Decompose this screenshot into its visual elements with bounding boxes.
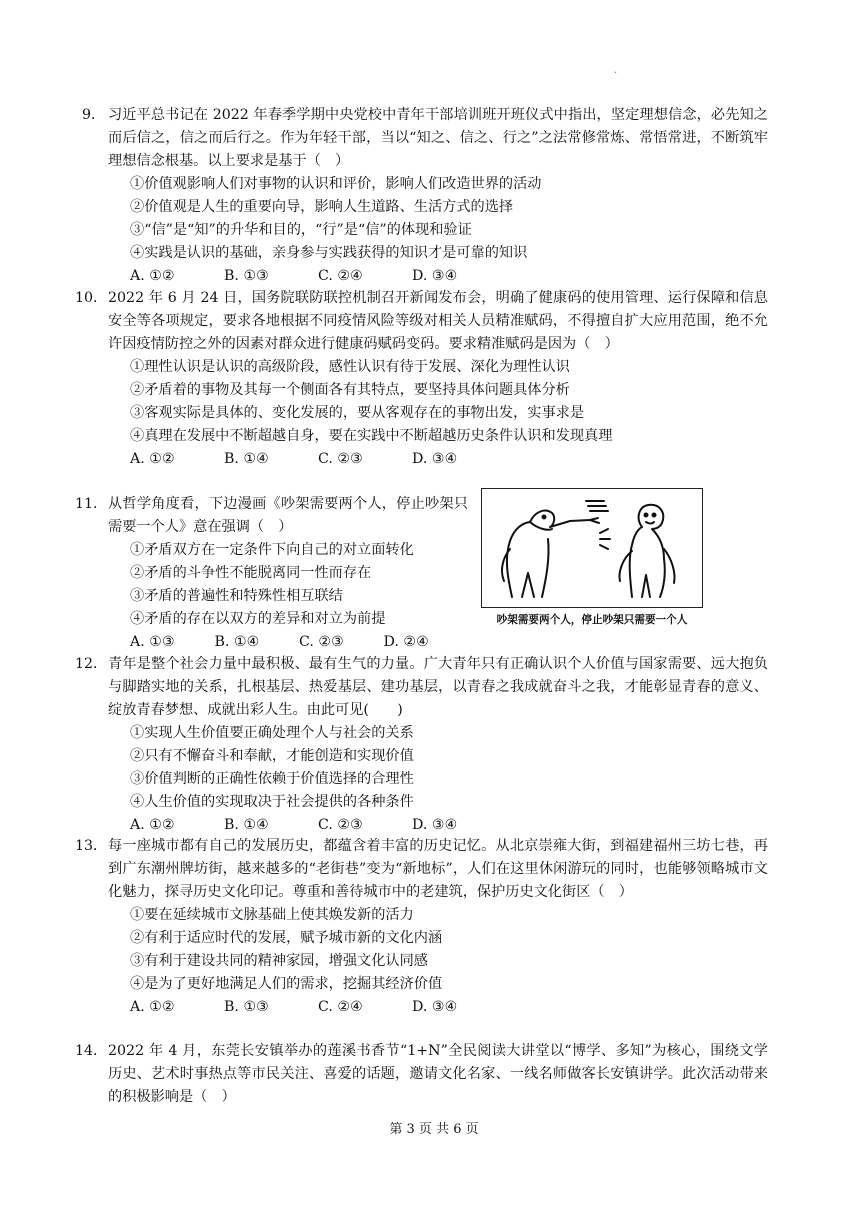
choice-a[interactable]: A. ①② bbox=[130, 999, 175, 1015]
choice-c[interactable]: C. ②④ bbox=[318, 999, 363, 1015]
option-1: ①实现人生价值要正确处理个人与社会的关系 bbox=[130, 725, 414, 741]
question-stem: 2022 年 4 月，东莞长安镇举办的莲溪书香节“1+N”全民阅读大讲堂以“博学、多知”为核心，围绕文学历史、艺术时事热点等市民关注、喜爱的话题，邀请文化名家、一线名师做客长安镇讲学。此次活动带来的积极影响是（ ） bbox=[108, 1043, 768, 1105]
cartoon-image bbox=[481, 488, 703, 608]
option-2: ②只有不懈奋斗和奉献，才能创造和实现价值 bbox=[130, 748, 414, 764]
option-3: ③有利于建设共同的精神家园，增强文化认同感 bbox=[130, 953, 428, 969]
choice-c[interactable]: C. ②④ bbox=[318, 268, 363, 284]
option-2: ②有利于适应时代的发展，赋予城市新的文化内涵 bbox=[130, 930, 443, 946]
answer-choices bbox=[108, 265, 768, 288]
choice-d[interactable]: D. ③④ bbox=[412, 999, 458, 1015]
choice-b[interactable]: B. ①③ bbox=[224, 999, 269, 1015]
option-1: ①理性认识是认识的高级阶段，感性认识有待于发展、深化为理性认识 bbox=[130, 359, 570, 375]
option-4: ④实践是认识的基础，亲身参与实践获得的知识才是可靠的知识 bbox=[130, 245, 528, 261]
choice-a[interactable]: A. ①② bbox=[130, 268, 175, 284]
question-number: 12． bbox=[75, 656, 108, 672]
question-number: 11． bbox=[75, 496, 108, 512]
page-footer: 第 3 页 共 6 页 bbox=[389, 1122, 479, 1137]
option-4: ④是为了更好地满足人们的需求，挖掘其经济价值 bbox=[130, 976, 443, 992]
cartoon-caption: 吵架需要两个人，停止吵架只需要一个人 bbox=[496, 614, 688, 626]
choice-d[interactable]: D. ③④ bbox=[412, 451, 458, 467]
choice-d[interactable]: D. ②④ bbox=[383, 634, 429, 650]
question-13 bbox=[75, 835, 768, 1019]
answer-choices bbox=[108, 448, 768, 471]
choice-c[interactable]: C. ②③ bbox=[318, 451, 363, 467]
choice-a[interactable]: A. ①② bbox=[130, 817, 175, 833]
option-3: ③矛盾的普遍性和特殊性相互联结 bbox=[130, 588, 343, 604]
option-1: ①要在延续城市文脉基础上使其焕发新的活力 bbox=[130, 907, 414, 923]
question-number: 10． bbox=[75, 290, 108, 306]
question-stem: 2022 年 6 月 24 日，国务院联防联控机制召开新闻发布会，明确了健康码的使用管理、运行保障和信息安全等各项规定，要求各地根据不同疫情风险等级对相关人员精准赋码，不得擅自扩大应用范围，绝不允许因疫情防控之外的因素对群众进行健康码赋码变码。要求精准赋码是因为（ ） bbox=[108, 290, 768, 352]
option-3: ③价值判断的正确性依赖于价值选择的合理性 bbox=[130, 771, 414, 787]
page-mark: · bbox=[614, 68, 618, 79]
question-12 bbox=[75, 653, 768, 837]
option-2: ②矛盾着的事物及其每一个侧面各有其特点，要坚持具体问题具体分析 bbox=[130, 382, 570, 398]
arguing-figures-illustration bbox=[482, 489, 701, 606]
choice-c[interactable]: C. ②③ bbox=[299, 634, 344, 650]
option-2: ②矛盾的斗争性不能脱离同一性而存在 bbox=[130, 565, 372, 581]
question-stem: 每一座城市都有自己的发展历史，都蕴含着丰富的历史记忆。从北京崇雍大街，到福建福州三坊七巷，再到广东潮州牌坊街，越来越多的“老街巷”变为“新地标”，人们在这里休闲游玩的同时，也能够领略城市文化魅力，探寻历史文化印记。尊重和善待城市中的老建筑，保护历史文化街区（ ） bbox=[108, 838, 768, 900]
question-stem: 习近平总书记在 2022 年春季学期中央党校中青年干部培训班开班仪式中指出，坚定理想信念，必先知之而后信之，信之而后行之。作为年轻干部，当以“知之、信之、行之”之法常修常炼、常悟常进，不断筑牢理想信念根基。以上要求是基于（ ） bbox=[108, 107, 768, 169]
question-14 bbox=[75, 1040, 768, 1109]
question-10 bbox=[75, 287, 768, 471]
choice-d[interactable]: D. ③④ bbox=[412, 268, 458, 284]
question-11 bbox=[75, 493, 468, 654]
choice-b[interactable]: B. ①③ bbox=[224, 268, 269, 284]
question-stem: 从哲学角度看，下边漫画《吵架需要两个人，停止吵架只需要一个人》意在强调（ ） bbox=[108, 496, 468, 535]
choice-b[interactable]: B. ①④ bbox=[214, 634, 260, 650]
option-1: ①矛盾双方在一定条件下向自己的对立面转化 bbox=[130, 542, 414, 558]
choice-d[interactable]: D. ③④ bbox=[412, 817, 458, 833]
question-number: 14． bbox=[75, 1043, 108, 1059]
answer-choices bbox=[108, 814, 768, 837]
question-9 bbox=[82, 104, 768, 288]
option-4: ④真理在发展中不断超越自身，要在实践中不断超越历史条件认识和发现真理 bbox=[130, 428, 613, 444]
option-2: ②价值观是人生的重要向导，影响人生道路、生活方式的选择 bbox=[130, 199, 514, 215]
option-1: ①价值观影响人们对事物的认识和评价，影响人们改造世界的活动 bbox=[130, 176, 542, 192]
option-3: ③“信”是“知”的升华和目的，“行”是“信”的体现和验证 bbox=[130, 222, 472, 238]
question-stem: 青年是整个社会力量中最积极、最有生气的力量。广大青年只有正确认识个人价值与国家需要、远大抱负与脚踏实地的关系，扎根基层、热爱基层、建功基层，以青春之我成就奋斗之我，才能彰显青春的意义、绽放青春梦想、成就出彩人生。由此可见( ) bbox=[108, 656, 768, 718]
option-4: ④矛盾的存在以双方的差异和对立为前提 bbox=[130, 611, 386, 627]
option-4: ④人生价值的实现取决于社会提供的各种条件 bbox=[130, 794, 414, 810]
answer-choices bbox=[108, 631, 468, 654]
choice-b[interactable]: B. ①④ bbox=[224, 817, 269, 833]
choice-c[interactable]: C. ②③ bbox=[318, 817, 363, 833]
answer-choices bbox=[108, 996, 768, 1019]
question-number: 13． bbox=[75, 838, 108, 854]
choice-a[interactable]: A. ①② bbox=[130, 451, 175, 467]
choice-b[interactable]: B. ①④ bbox=[224, 451, 269, 467]
option-3: ③客观实际是具体的、变化发展的，要从客观存在的事物出发，实事求是 bbox=[130, 405, 585, 421]
question-number: 9． bbox=[82, 107, 106, 123]
choice-a[interactable]: A. ①③ bbox=[130, 634, 175, 650]
